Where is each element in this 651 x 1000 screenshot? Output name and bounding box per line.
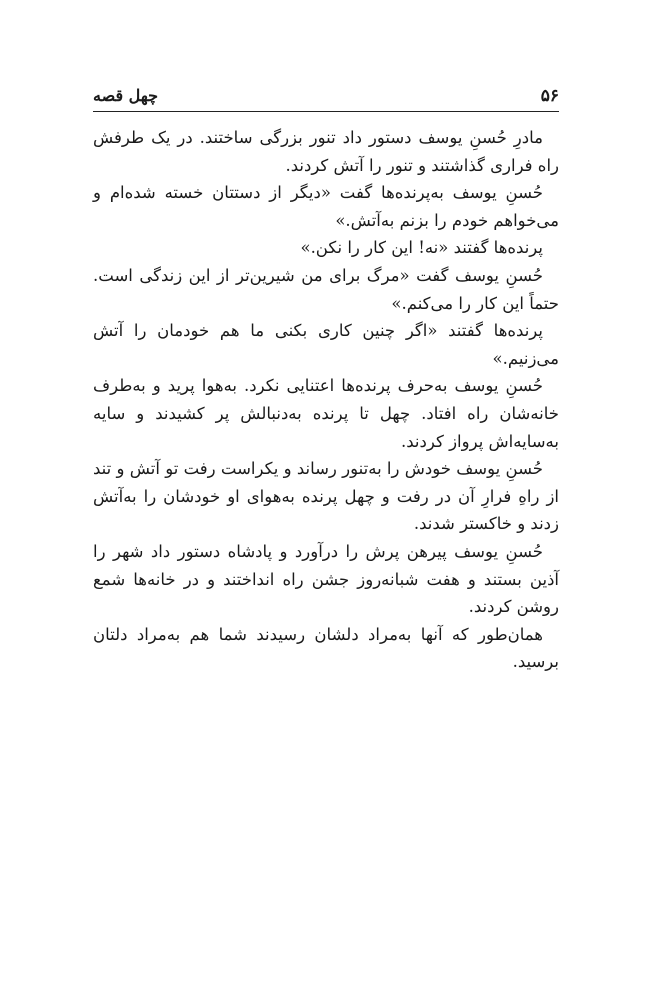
paragraph: حُسنِ یوسف پیرهن پرش را درآورد و پادشاه دستور داد شهر را آذین بستند و هفت شبانه‌روز جشن راه انداختند و در خانه‌ها شمع روشن کردند. xyxy=(93,541,559,617)
paragraph: حُسنِ یوسف به‌حرف پرنده‌ها اعتنایی نکرد. به‌هوا پرید و به‌طرف خانه‌شان راه افتاد. چهل تا پرنده به‌دنبالش پر کشیدند و سایه به‌سایه‌اش پرواز کردند. xyxy=(93,376,559,451)
paragraph: همان‌طور که آنها به‌مراد دلشان رسیدند شما هم به‌مراد دلتان برسید. xyxy=(93,624,559,672)
paragraph: حُسنِ یوسف به‌پرنده‌ها گفت «دیگر از دستتان خسته شده‌ام و می‌خواهم خودم را بزنم به‌آتش.» xyxy=(93,183,559,230)
running-title: چهل قصه xyxy=(93,86,159,105)
paragraph: حُسنِ یوسف خودش را به‌تنور رساند و یکراست رفت تو آتش و تند از راهِ فرارِ آن در رفت و چهل پرنده به‌هوای او خودشان را به‌آتش زدند و خاکستر شدند. xyxy=(93,459,559,534)
paragraph: پرنده‌ها گفتند «نه! این کار را نکن.» xyxy=(300,238,543,258)
page-number: ۵۶ xyxy=(540,86,559,106)
paragraph: حُسنِ یوسف گفت «مرگ برای من شیرین‌تر از این زندگی است. حتماً این کار را می‌کنم.» xyxy=(93,265,559,313)
paragraph: پرنده‌ها گفتند «اگر چنین کاری بکنی ما هم خودمان را آتش می‌زنیم.» xyxy=(93,321,559,368)
header-divider xyxy=(93,111,559,112)
story-text xyxy=(93,124,559,676)
paragraph: مادرِ حُسنِ یوسف دستور داد تنور بزرگی ساختند. در یک طرفش راه فراری گذاشتند و تنور را آتش کردند. xyxy=(93,128,559,175)
page-header xyxy=(93,84,559,110)
